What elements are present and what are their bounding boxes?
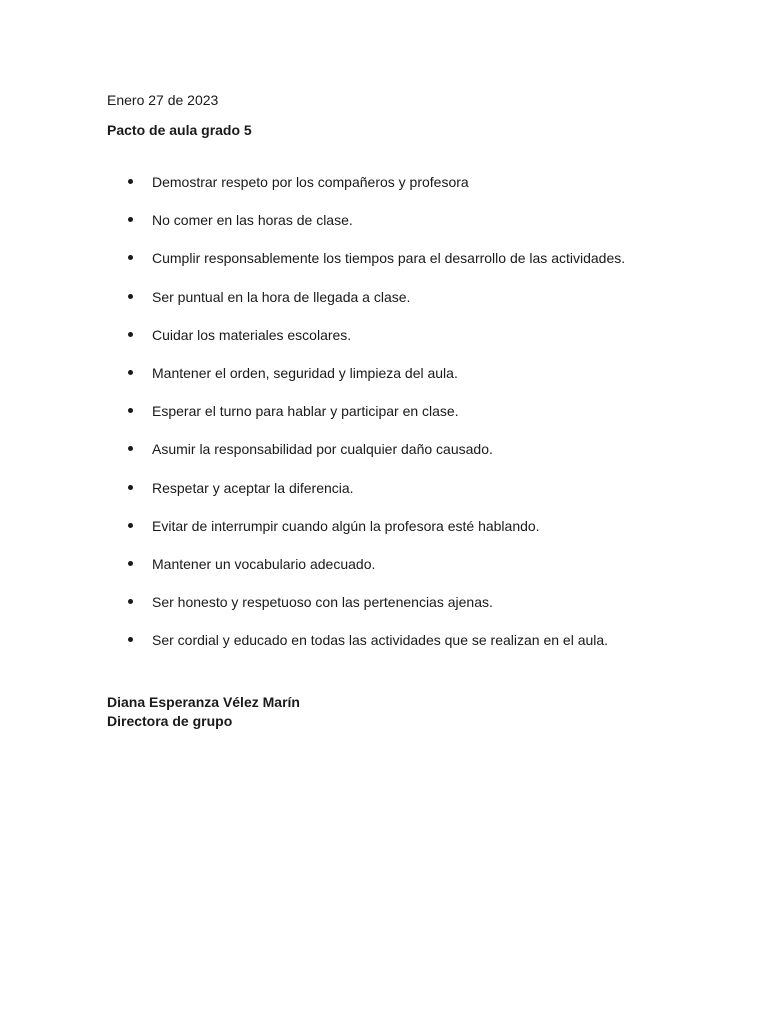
signature-name: Diana Esperanza Vélez Marín: [107, 694, 300, 710]
list-item: [0, 324, 768, 362]
rule-text: Cumplir responsablemente los tiempos para el desarrollo de las actividades.: [152, 250, 626, 267]
list-item: [0, 286, 768, 324]
list-item: [0, 553, 768, 591]
bullet-icon: [128, 255, 133, 260]
rule-text: Esperar el turno para hablar y participar en clase.: [152, 403, 459, 420]
list-item: [0, 477, 768, 515]
rule-text: Mantener el orden, seguridad y limpieza del aula.: [152, 364, 458, 381]
rule-text: Asumir la responsabilidad por cualquier daño causado.: [152, 441, 493, 458]
bullet-icon: [128, 408, 133, 413]
bullet-icon: [128, 332, 133, 337]
bullet-icon: [128, 523, 133, 528]
bullet-icon: [128, 485, 133, 490]
rule-text: Demostrar respeto por los compañeros y profesora: [152, 174, 469, 190]
list-item: [0, 400, 768, 438]
bullet-icon: [128, 370, 133, 375]
bullet-icon: [128, 294, 133, 299]
list-item: [0, 247, 768, 285]
rule-text: Evitar de interrumpir cuando algún la profesora esté hablando.: [152, 517, 540, 534]
document-title: Pacto de aula grado 5: [107, 122, 252, 138]
rule-text: No comer en las horas de clase.: [152, 212, 353, 229]
bullet-icon: [128, 446, 133, 451]
bullet-icon: [128, 637, 133, 642]
rule-text: Respetar y aceptar la diferencia.: [152, 479, 354, 496]
list-item: [0, 591, 768, 629]
list-item: [0, 629, 768, 667]
rule-text: Mantener un vocabulario adecuado.: [152, 555, 376, 572]
bullet-icon: [128, 561, 133, 566]
bullet-icon: [128, 599, 133, 604]
rules-list: [0, 171, 768, 667]
list-item: [0, 209, 768, 247]
signature-block: [107, 693, 300, 731]
signature-role: Directora de grupo: [107, 713, 233, 729]
bullet-icon: [128, 179, 133, 184]
rule-text: Ser cordial y educado en todas las actividades que se realizan en el aula.: [152, 632, 609, 649]
rule-text: Ser puntual en la hora de llegada a clase.: [152, 288, 411, 305]
rule-text: Cuidar los materiales escolares.: [152, 326, 352, 343]
list-item: [0, 362, 768, 400]
list-item: [0, 438, 768, 476]
list-item: [0, 515, 768, 553]
rule-text: Ser honesto y respetuoso con las pertenencias ajenas.: [152, 594, 493, 611]
list-item: [0, 171, 768, 209]
document-date: Enero 27 de 2023: [107, 92, 219, 108]
bullet-icon: [128, 217, 133, 222]
